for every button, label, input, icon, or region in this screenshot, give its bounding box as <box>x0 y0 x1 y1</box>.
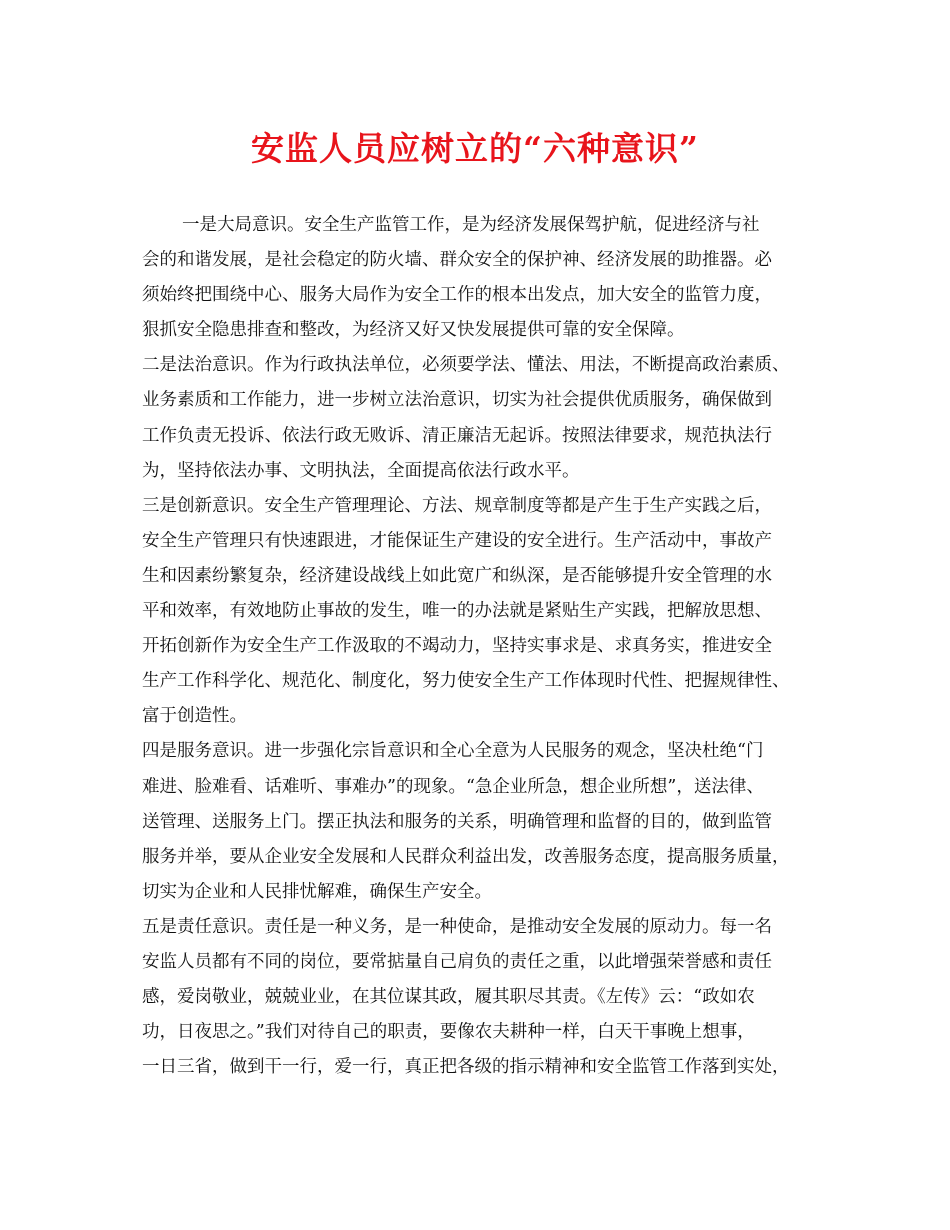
body-line: 须始终把围绕中心、服务大局作为安全工作的根本出发点，加大安全的监管力度， <box>142 285 772 306</box>
body-line: 会的和谐发展，是社会稳定的防火墙、群众安全的保护神、经济发展的助推器。必 <box>142 250 772 271</box>
body-line: 业务素质和工作能力，进一步树立法治意识，切实为社会提供优质服务，确保做到 <box>142 390 772 411</box>
body-line: 富于创造性。 <box>142 706 247 727</box>
body-line: 平和效率，有效地防止事故的发生，唯一的办法就是紧贴生产实践，把解放思想、 <box>142 601 772 622</box>
body-line: 难进、脸难看、话难听、事难办”的现象。“急企业所急，想企业所想”，送法律、 <box>142 776 764 797</box>
document-body <box>142 208 822 1085</box>
body-line: 生和因素纷繁复杂，经济建设战线上如此宽广和纵深，是否能够提升安全管理的水 <box>142 565 772 586</box>
body-line: 狠抓安全隐患排查和整改，为经济又好又快发展提供可靠的安全保障。 <box>142 320 685 341</box>
body-line: 一是大局意识。安全生产监管工作，是为经济发展保驾护航，促进经济与社 <box>182 215 760 235</box>
body-line: 服务并举，要从企业安全发展和人民群众利益出发，改善服务态度，提高服务质量， <box>142 846 790 867</box>
body-line: 送管理、送服务上门。摆正执法和服务的关系，明确管理和监督的目的，做到监管 <box>142 811 772 832</box>
body-line: 为，坚持依法办事、文明执法，全面提高依法行政水平。 <box>142 460 580 481</box>
body-line: 感，爱岗敬业，兢兢业业，在其位谋其政，履其职尽其责。《左传》云：“政如农 <box>142 987 755 1008</box>
body-line: 安监人员都有不同的岗位，要常掂量自己肩负的责任之重，以此增强荣誉感和责任 <box>142 951 772 972</box>
body-line: 二是法治意识。作为行政执法单位，必须要学法、懂法、用法，不断提高政治素质、 <box>142 355 790 376</box>
body-line: 切实为企业和人民排忧解难，确保生产安全。 <box>142 881 492 902</box>
body-line: 四是服务意识。进一步强化宗旨意识和全心全意为人民服务的观念，坚决杜绝“门 <box>142 741 764 762</box>
body-line: 开拓创新作为安全生产工作汲取的不竭动力，坚持实事求是、求真务实，推进安全 <box>142 636 772 657</box>
body-line: 功，日夜思之。”我们对待自己的职责，要像农夫耕种一样，白天干事晚上想事， <box>142 1022 755 1043</box>
body-line: 安全生产管理只有快速跟进，才能保证生产建设的安全进行。生产活动中，事故产 <box>142 530 772 551</box>
body-line: 生产工作科学化、规范化、制度化，努力使安全生产工作体现时代性、把握规律性、 <box>142 671 790 692</box>
body-line: 工作负责无投诉、依法行政无败诉、清正廉洁无起诉。按照法律要求，规范执法行 <box>142 425 772 446</box>
body-line: 一日三省，做到干一行，爱一行，真正把各级的指示精神和安全监管工作落到实处， <box>142 1057 790 1078</box>
body-line: 三是创新意识。安全生产管理理论、方法、规章制度等都是产生于生产实践之后， <box>142 495 772 516</box>
document-title: 安监人员应树立的“六种意识” <box>251 129 699 168</box>
body-line: 五是责任意识。责任是一种义务，是一种使命，是推动安全发展的原动力。每一名 <box>142 916 772 937</box>
